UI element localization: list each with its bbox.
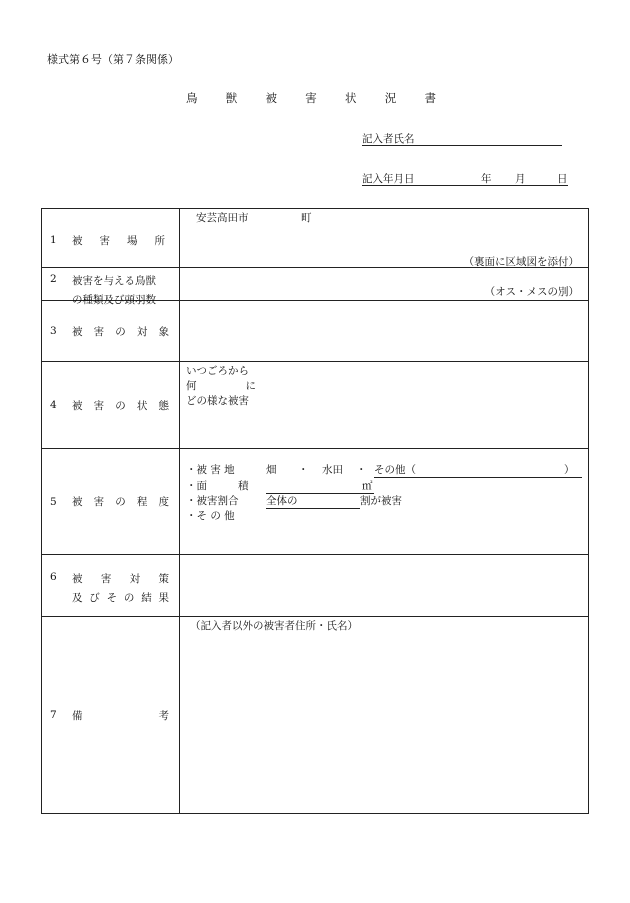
report-table (41, 208, 589, 814)
since-when-label: いつごろから (186, 365, 249, 377)
remarks-field[interactable] (180, 617, 589, 814)
damage-ratio-label: ・被害割合 (186, 495, 239, 507)
damaged-land-label: ・被 害 地 (186, 464, 235, 476)
row-label: 被 害 の 程 度 (72, 496, 169, 508)
area-label: ・面 (186, 480, 207, 492)
remarks-note: （記入者以外の被害者住所・氏名） (190, 620, 358, 632)
row-label: 被 害 の 状 態 (72, 399, 169, 412)
ratio-prefix: 全体の (266, 495, 298, 507)
title-char: 害 (305, 91, 317, 105)
other-extent-label: ・そ の 他 (186, 510, 235, 522)
ratio-field[interactable] (266, 508, 360, 509)
other-land-field[interactable] (374, 477, 582, 478)
row-number: 7 (50, 709, 57, 721)
row-countermeasures (42, 555, 589, 617)
entry-month-label: 月 (515, 173, 526, 185)
row-damage-extent (42, 449, 589, 555)
to-what-label: 何 に (186, 380, 256, 392)
title-char: 況 (384, 91, 397, 105)
row-animal-species (42, 268, 589, 301)
entry-year-label: 年 (481, 173, 492, 185)
animal-species-field[interactable] (180, 268, 589, 301)
damage-target-field[interactable] (180, 301, 589, 362)
damage-location-field[interactable] (180, 209, 589, 268)
option-field[interactable]: 畑 (266, 464, 277, 476)
entry-date-label: 記入年月日 (362, 173, 415, 185)
row-number: 2 (50, 273, 57, 285)
countermeasures-field[interactable] (180, 555, 589, 617)
row-label: 被 害 対 策 及 び そ の 結 果 (72, 573, 169, 604)
row-remarks (42, 617, 589, 814)
row-label: 被 害 の 対 象 (72, 325, 169, 338)
damage-state-field[interactable] (180, 362, 589, 449)
row-number: 1 (50, 234, 57, 246)
title-char: 被 (265, 91, 277, 105)
option-other[interactable]: その他（ (374, 464, 416, 476)
row-damage-location (42, 209, 589, 268)
row-label: 被害を与える鳥獣 の種類及び頭羽数 (72, 275, 156, 306)
town-suffix: 町 (301, 212, 312, 224)
document-title (186, 93, 436, 105)
damage-kind-label: どの様な被害 (186, 395, 249, 407)
row-number: 5 (50, 495, 57, 508)
row-label: 被 害 場 所 (72, 234, 165, 247)
option-paddy[interactable]: 水田 (322, 464, 343, 476)
reporter-name-label: 記入者氏名 (362, 133, 415, 145)
form-number: 様式第６号（第７条関係） (47, 53, 179, 66)
entry-day-label: 日 (557, 173, 568, 185)
title-char: 獣 (225, 91, 238, 105)
row-number: 6 (50, 571, 57, 583)
row-label: 備 考 (72, 709, 169, 722)
title-char: 鳥 (186, 91, 198, 105)
row-damage-state (42, 362, 589, 449)
row-damage-target (42, 301, 589, 362)
ratio-suffix: 割が被害 (360, 495, 402, 507)
damage-extent-field: ・被 害 地 畑 ・ 水田 ・ その他（ ） ・面 積 ㎡ ・被害割合 全体の 割が被害 ・そ の 他 (180, 449, 589, 555)
city-name: 安芸高田市 (196, 212, 249, 224)
sex-note: （オス・メスの別） (484, 286, 579, 298)
area-unit: ㎡ (362, 480, 373, 492)
attach-map-note: （裏面に区域図を添付） (463, 256, 579, 268)
title-char: 書 (424, 91, 436, 105)
area-field[interactable] (266, 493, 374, 494)
row-number: 3 (50, 325, 57, 337)
title-char: 状 (345, 91, 357, 105)
row-number: 4 (50, 399, 57, 411)
reporter-name-field[interactable] (362, 145, 562, 146)
entry-date-field[interactable] (362, 185, 568, 186)
